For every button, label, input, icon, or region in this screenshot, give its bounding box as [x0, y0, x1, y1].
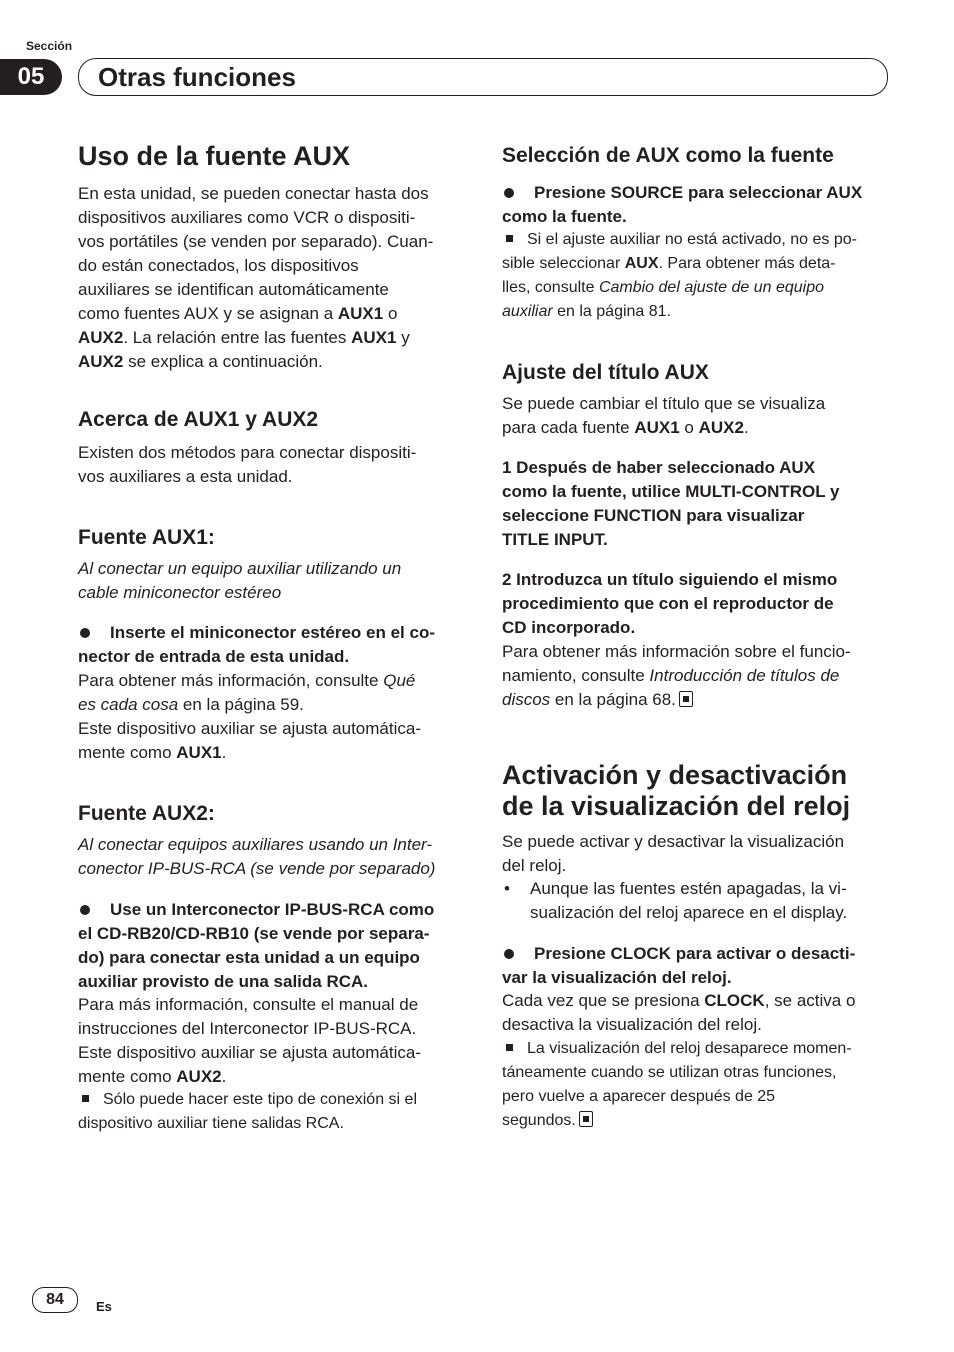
text-run: . [221, 1067, 227, 1086]
aux1-term: AUX1 [351, 328, 397, 347]
text-run: o [679, 418, 699, 437]
aux2-term: AUX2 [698, 418, 744, 437]
step-press-clock [502, 942, 894, 990]
paragraph-more-info-aux2: Para más información, consulte el manual de instrucciones del Interconector IP-BUS-RCA. [78, 995, 419, 1038]
step-use-text: Use un Interconector IP-BUS-RCA como el CD-RB20/CD-RB10 (se vende por separa- do) para conectar esta unidad a un equipo auxiliar provisto de una salida RCA. [78, 900, 435, 991]
paragraph-more-info-titles [502, 640, 894, 712]
note-text: La visualización del reloj desaparece momen- táneamente cuando se utilizan otras funciones, pero vuelve a aparecer después de 25 segundos. [502, 1040, 852, 1129]
text-run: . [221, 743, 227, 762]
section-label: Sección [26, 39, 73, 53]
bullet-dot-icon [80, 905, 90, 915]
step-use-interconector [78, 898, 470, 994]
end-of-section-icon [679, 691, 693, 707]
note-clock-disappears [502, 1037, 894, 1133]
bullet-dot-icon [504, 188, 514, 198]
paragraph-more-info-aux1 [78, 669, 470, 717]
text-run: Para obtener más información sobre el funcio- namiento, consulte [502, 642, 851, 685]
cross-reference-link[interactable]: Qué [383, 671, 416, 690]
heading-uso-fuente-aux: Uso de la fuente AUX [78, 141, 351, 171]
aux-term: AUX [624, 255, 659, 272]
paragraph-auto-aux1 [78, 717, 470, 765]
paragraph-acerca: Existen dos métodos para conectar dispositi- vos auxiliares a esta unidad. [78, 443, 417, 486]
text-run: Para obtener más información, consulte [78, 671, 384, 690]
aux1-term: AUX1 [176, 743, 222, 762]
text-run: Cada vez que se presiona [502, 991, 705, 1010]
step-1-multi-control: 1 Después de haber seleccionado AUX como la fuente, utilice MULTI-CONTROL y seleccione FUNCTION para visualizar TITLE INPUT. [502, 458, 840, 549]
paragraph-clock-toggle [502, 989, 894, 1037]
text-run: en la página 81. [552, 303, 672, 320]
paragraph-fuente-aux1-desc: Al conectar un equipo auxiliar utilizando un cable miniconector estéreo [78, 559, 402, 602]
step-text [502, 181, 894, 229]
aux2-term: AUX2 [78, 328, 124, 347]
text-run: . [743, 418, 749, 437]
note-only-rca [78, 1088, 470, 1136]
heading-fuente-aux1: Fuente AUX1: [78, 526, 215, 549]
cross-reference-link[interactable]: discos [502, 690, 551, 709]
cross-reference-link[interactable]: auxiliar [502, 303, 553, 320]
text-run: y [396, 328, 410, 347]
paragraph-activacion: Se puede activar y desactivar la visualización del reloj. [502, 832, 845, 875]
text-run: Este dispositivo auxiliar se ajusta automática- mente como [78, 1043, 421, 1086]
text-run: Este dispositivo auxiliar se ajusta automática- mente como [78, 719, 421, 762]
cross-reference-link[interactable]: Introducción de títulos de [649, 666, 840, 685]
text-run: en la página 68. [550, 690, 676, 709]
heading-fuente-aux2: Fuente AUX2: [78, 802, 215, 825]
note-square-icon [506, 235, 513, 242]
step-2-introduzca-titulo: 2 Introduzca un título siguiendo el mismo procedimiento que con el reproductor de CD incorporado. [502, 570, 838, 637]
text-run: Si el ajuste auxiliar no está activado, no es po- sible seleccionar [502, 231, 857, 272]
note-square-icon [506, 1044, 513, 1051]
aux2-term: AUX2 [78, 352, 124, 371]
heading-acerca-aux: Acerca de AUX1 y AUX2 [78, 408, 319, 431]
step-text [502, 942, 894, 990]
aux2-term: AUX2 [176, 1067, 222, 1086]
bullet-item-fuentes-apagadas [502, 877, 894, 925]
step-text [78, 621, 470, 669]
step-insert-text: Inserte el miniconector estéreo en el co- nector de entrada de esta unidad. [78, 623, 436, 666]
text-run: . Para obtener más deta- lles, consulte [502, 255, 836, 296]
clock-term: CLOCK [704, 991, 765, 1010]
aux1-term: AUX1 [634, 418, 680, 437]
text-run: , se activa o desactiva la visualización del reloj. [502, 991, 856, 1034]
heading-activacion-reloj: Activación y desactivación de la visualización del reloj [502, 760, 851, 821]
step-insert-miniconector [78, 621, 470, 669]
text-run: o [383, 304, 398, 323]
aux1-term: AUX1 [337, 304, 384, 323]
paragraph-auto-aux2 [78, 1041, 470, 1089]
cross-reference-link[interactable]: es cada cosa [78, 695, 179, 714]
note-square-icon [82, 1095, 89, 1102]
bullet-icon: • [504, 879, 510, 898]
note-text: Sólo puede hacer este tipo de conexión si el dispositivo auxiliar tiene salidas RCA. [78, 1091, 417, 1132]
bullet-dot-icon [504, 949, 514, 959]
text-run: Se puede cambiar el título que se visualiza para cada fuente [502, 394, 826, 437]
section-number-badge: 05 [0, 59, 62, 95]
step-text [78, 898, 470, 994]
paragraph-uso-intro [78, 182, 470, 374]
end-of-section-icon [579, 1111, 593, 1127]
step-press-source [502, 181, 894, 229]
text-run: se explica a continuación. [123, 352, 323, 371]
section-title: Otras funciones [98, 62, 296, 92]
step-press-source-text: Presione SOURCE para seleccionar AUX como la fuente. [502, 183, 863, 226]
page-number: 84 [32, 1287, 78, 1313]
bullet-dot-icon [80, 628, 90, 638]
paragraph-ajuste [502, 392, 894, 440]
paragraph-fuente-aux2-desc: Al conectar equipos auxiliares usando un Inter- conector IP-BUS-RCA (se vende por separado) [78, 835, 436, 878]
text-run: en la página 59. [178, 695, 304, 714]
note-aux-not-activated [502, 228, 894, 324]
heading-ajuste-titulo-aux: Ajuste del título AUX [502, 361, 709, 384]
cross-reference-link[interactable]: Cambio del ajuste de un equipo [598, 279, 824, 296]
heading-seleccion-aux: Selección de AUX como la fuente [502, 144, 834, 167]
text-run: . La relación entre las fuentes [123, 328, 352, 347]
bullet-text: Aunque las fuentes estén apagadas, la vi- sualización del reloj aparece en el display. [530, 879, 848, 922]
step-press-clock-text: Presione CLOCK para activar o desacti- var la visualización del reloj. [502, 944, 856, 987]
text-run: En esta unidad, se pueden conectar hasta dos dispositivos auxiliares como VCR o dispositi- vos portátiles (se venden por separado). Cuan- do están conectados, los dispositivos auxiliares se identifican automáticamente como fuentes AUX y se asignan a [78, 184, 434, 323]
language-code: Es [96, 1299, 112, 1314]
